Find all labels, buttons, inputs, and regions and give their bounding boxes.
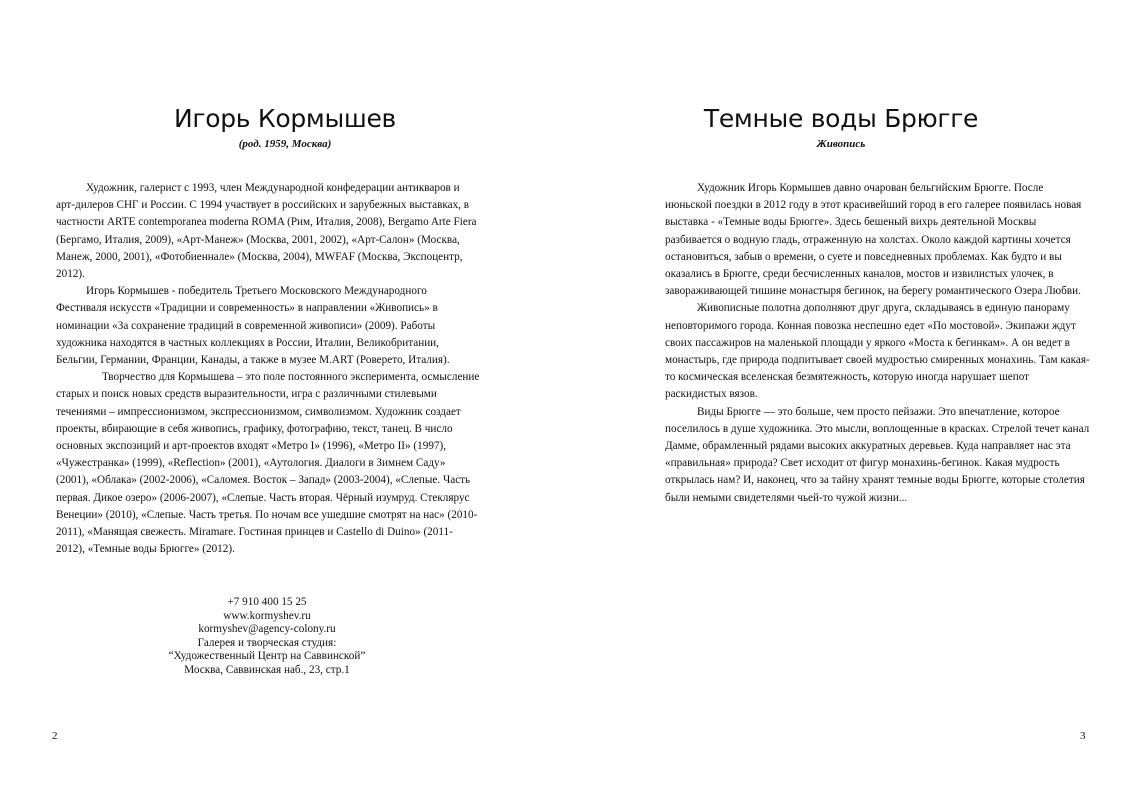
paragraph: Виды Брюгге — это больше, чем просто пейзажи. Это впечатление, которое поселилось в душе художника. Это мысли, воплощенные в красках. Стрелой течет канал Дамме, обрамленный рядами высоких аккуратных деревьев. Куда направляет нас эта «правильная» природа? Свет исходит от фигур монахинь-бегинок. Какая мудрость открылась нам? И, наконец, что за тайну хранят темные воды Брюгге, которые столетия были немыми свидетелями чьей-то чужой жизни... <box>665 405 1090 504</box>
right-page <box>570 0 1140 787</box>
paragraph: Художник Игорь Кормышев давно очарован бельгийским Брюгге. После июньской поездки в 2012 году в этот красивейший город в его галерее появилась новая выставка - «Темные воды Брюгге». Здесь бешеный вихрь деятельной Москвы разбивается о водную гладь, отраженную на холстах. Около каждой картины хочется остановиться, забыв о времени, о суете и повседневных проблемах. Как будто и вы оказались в Брюгге, среди бесчисленных каналов, мостов и извилистых улочек, в завораживающей тишине монастыря бегинок, на берегу романтического Озера Любви. <box>665 182 1082 298</box>
contact-email: kormyshev@agency-colony.ru <box>198 623 336 636</box>
contact-gallery-label: Галерея и творческая студия: <box>197 636 337 649</box>
contact-gallery-name: “Художественный Центр на Саввинской” <box>168 650 366 663</box>
page-number: 3 <box>1080 730 1086 742</box>
contact-phone: +7 910 400 15 25 <box>227 596 307 608</box>
paragraph: Творчество для Кормышева – это поле постоянного эксперимента, осмысление старых и поиск новых средств выразительности, игра с различными стилевыми течениями – импрессионизмом, экспрессионизмом, символизмом. Художник создает проекты, вбирающие в себя живопись, графику, фотографию, текст, танец. В число основных экспозиций и арт-проектов входят «Метро I» (1996), «Метро II» (1997), «Чужестранка» (1999), «Reflection» (2001), «Аутология. Диалоги в Зимнем Саду» (2001), «Облака» (2002-2006), «Саломея. Восток – Запад» (2003-2004), «Слепые. Часть первая. Дикое озеро» (2006-2007), «Слепые. Часть вторая. Чёрный изумруд. Стеклярус Венеции» (2010), «Слепые. Часть третья. По ночам все ушедшие смотрят на нас» (2010-2011), «Манящая свежесть. Miramare. Гостиная принцев и Castello di Duino» (2011-2012), «Темные воды Брюгге» (2012). <box>56 371 480 556</box>
paragraph: Живописные полотна дополняют друг друга, складываясь в единую панораму неповторимого города. Конная повозка неспешно едет «По мостовой». Экипажи ждут своих пассажиров на маленькой площади у яркого «Моста к бегинкам». А он ведет в монастырь, где природа подпитывает своей мудростью смиренных монахинь. Там какая-то космическая вселенская безмятежность, которую иногда нарушает шепот раскидистых вязов. <box>665 302 1090 401</box>
paragraph: Игорь Кормышев - победитель Третьего Московского Международного Фестиваля искусств «Традиции и современность» в направлении «Живопись» в номинации «За сохранение традиций в современной живописи» (2009). Работы художника находятся в частных коллекциях в России, Италии, Великобритании, Бельгии, Германии, Франции, Канады, а также в музее M.ART (Роверето, Италия). <box>56 285 450 367</box>
exhibition-text <box>665 180 1090 507</box>
page-title: Игорь Кормышев <box>174 104 396 133</box>
page-title: Темные воды Брюгге <box>703 104 979 133</box>
contact-block <box>0 596 534 678</box>
page-number: 2 <box>52 730 58 742</box>
paragraph: Художник, галерист с 1993, член Международной конфедерации антикваров и арт-дилеров СНГ и России. С 1994 участвует в российских и зарубежных выставках, в частности ARTE contemporanea moderna ROMA (Рим, Италия, 2008), Bergamo Arte Fiera (Бергамо, Италия, 2009), «Арт-Манеж» (Москва, 2001, 2002), «Арт-Салон» (Москва, Манеж, 2000, 2001), «Фотобиеннале» (Москва, 2004), MWFAF (Москва, Экспоцентр, 2012). <box>56 182 477 281</box>
contact-website: www.kormyshev.ru <box>223 609 311 622</box>
page-subtitle: (род. 1959, Москва) <box>238 138 332 150</box>
page-subtitle: Живопись <box>816 138 866 150</box>
contact-address: Москва, Саввинская наб., 23, стр.1 <box>184 663 350 676</box>
biography-text <box>56 180 480 558</box>
